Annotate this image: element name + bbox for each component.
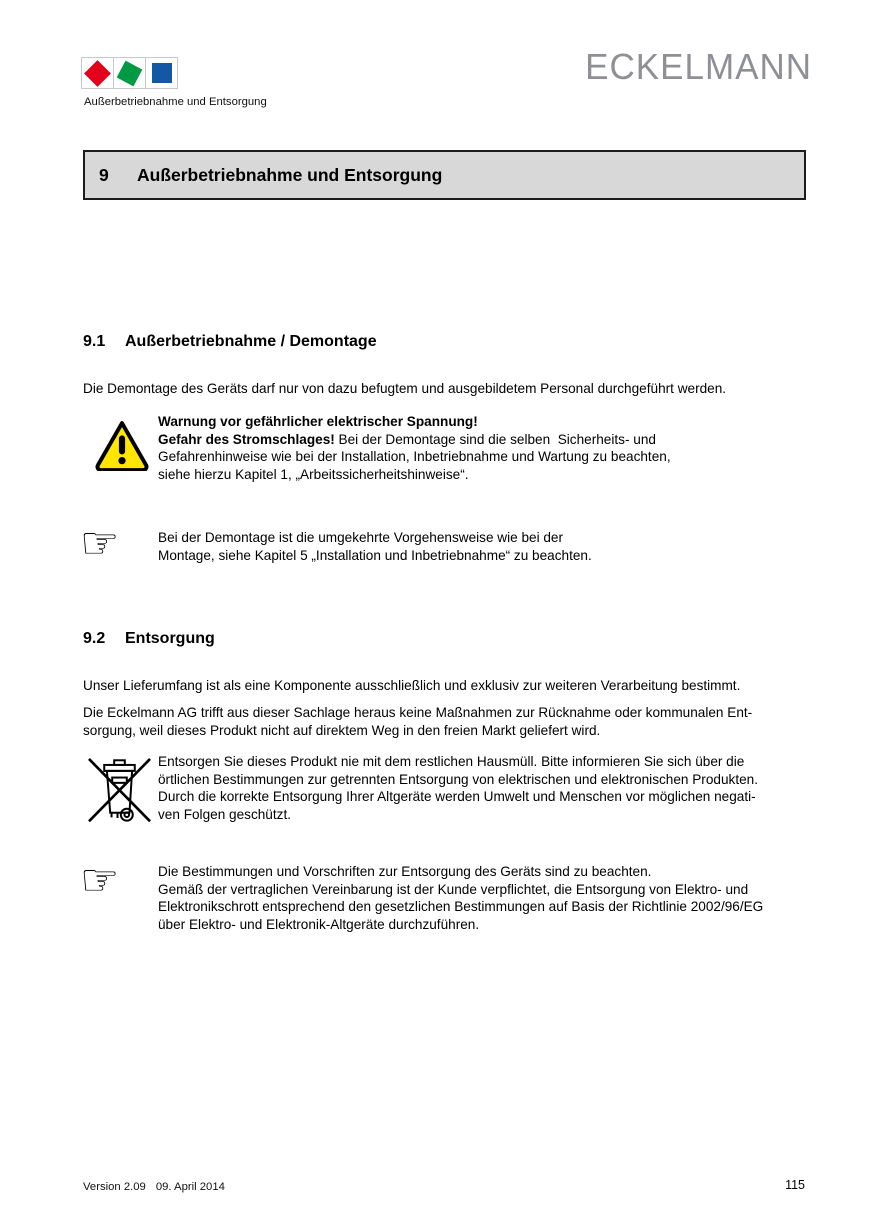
warning-bold-lead: Gefahr des Stromschlages! (158, 431, 335, 447)
weee-line1: Entsorgen Sie dieses Produkt nie mit dem restlichen Hausmüll. Bitte informieren Sie sich über die (158, 754, 745, 769)
warning-line3: Gefahrenhinweise wie bei der Installation, Inbetriebnahme und Wartung zu beachten, (158, 449, 671, 464)
weee-line4: ven Folgen geschützt. (158, 806, 291, 822)
weee-note-text (158, 753, 758, 823)
section-9-2-title: Entsorgung (125, 630, 215, 647)
section-9-1-number: 9.1 (83, 333, 106, 350)
weee-line3: Durch die korrekte Entsorgung Ihrer Altgeräte werden Umwelt und Menschen vor möglichen negati- (158, 789, 756, 804)
eckelmann-logo-squares (82, 57, 178, 89)
section-9-1-intro: Die Demontage des Geräts darf nur von dazu befugtem und ausgebildetem Personal durchgeführt werden. (83, 381, 727, 396)
chapter-heading-box (83, 150, 806, 200)
crossed-out-wheelie-bin-icon (86, 751, 153, 824)
section-9-2-para1: Unser Lieferumfang ist als eine Komponente ausschließlich und exklusiv zur weiteren Verarbeitung bestimmt. (83, 678, 741, 693)
version-label: Version 2.09 (83, 1181, 146, 1193)
warning-line2 (158, 431, 671, 449)
section-9-2-para2 (83, 704, 752, 739)
chapter-number: 9 (99, 164, 109, 185)
section-9-2-number: 9.2 (83, 630, 106, 647)
note2-line1: Die Bestimmungen und Vorschriften zur Entsorgung des Geräts sind zu beachten. (158, 864, 652, 879)
note1-line2: Montage, siehe Kapitel 5 „Installation und Inbetriebnahme“ zu beachten. (158, 547, 592, 563)
warning-line2-rest: Bei der Demontage sind die selben Sicherheits- und (334, 431, 656, 447)
warning-triangle-icon (94, 420, 150, 471)
demontage-note-text (158, 529, 592, 564)
section-9-1-title: Außerbetriebnahme / Demontage (125, 333, 377, 350)
pointing-hand-icon: ☞ (80, 855, 120, 906)
red-diamond-icon (84, 60, 111, 87)
disposal-regulations-note-text (158, 863, 763, 933)
note2-line3: Elektronikschrott entsprechend den gesetzlichen Bestimmungen auf Basis der Richtlinie 2002/96/EG (158, 899, 764, 914)
warning-title: Warnung vor gefährlicher elektrischer Spannung! (158, 414, 478, 429)
note2-line4: über Elektro- und Elektronik-Altgeräte durchzuführen. (158, 916, 480, 932)
section-9-2-heading (83, 630, 215, 648)
footer-version (83, 1181, 225, 1193)
logo-green-cell (113, 57, 146, 89)
blue-square-icon (152, 63, 172, 83)
version-date: 09. April 2014 (155, 1181, 225, 1193)
para2-line1: Die Eckelmann AG trifft aus dieser Sachlage heraus keine Maßnahmen zur Rücknahme oder kommunalen Ent- (83, 705, 753, 720)
weee-line2: örtlichen Bestimmungen zur getrennten Entsorgung von elektrischen und elektronischen Produkten. (158, 771, 758, 787)
pointing-hand-icon: ☞ (80, 518, 120, 569)
warning-text (158, 413, 671, 483)
chapter-title: Außerbetriebnahme und Entsorgung (137, 164, 443, 185)
logo-blue-cell (145, 57, 178, 89)
brand-wordmark: ECKELMANN (585, 47, 812, 88)
section-9-1-heading (83, 333, 377, 351)
running-header: Außerbetriebnahme und Entsorgung (84, 96, 267, 108)
para2-line2: sorgung, weil dieses Produkt nicht auf direktem Weg in den freien Markt geliefert wird. (83, 722, 601, 738)
warning-line4: siehe hierzu Kapitel 1, „Arbeitssicherheitshinweise“. (158, 466, 469, 482)
green-diamond-icon (117, 60, 143, 86)
page-number: 115 (785, 1178, 805, 1192)
logo-red-cell (81, 57, 114, 89)
note1-line1: Bei der Demontage ist die umgekehrte Vorgehensweise wie bei der (158, 530, 564, 545)
note2-line2: Gemäß der vertraglichen Vereinbarung ist der Kunde verpflichtet, die Entsorgung von Elektro- und (158, 881, 749, 897)
